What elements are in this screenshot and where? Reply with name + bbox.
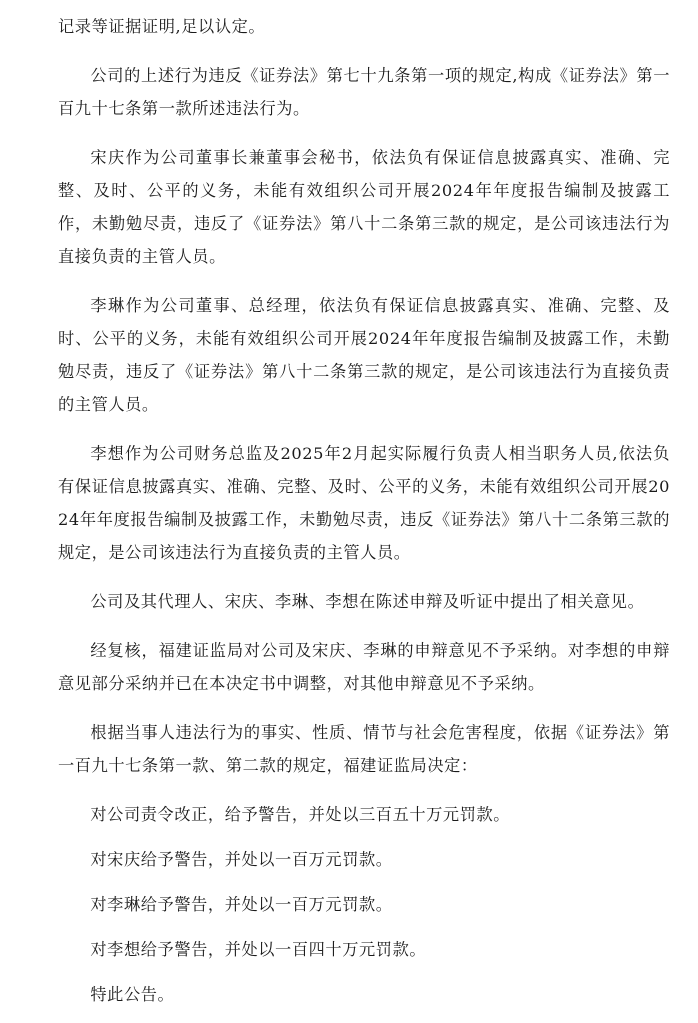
decision-company-penalty: 对公司责令改正，给予警告，并处以三百五十万元罚款。	[90, 805, 511, 824]
paragraph-defense-statements: 公司及其代理人、宋庆、李琳、李想在陈述申辩及听证中提出了相关意见。	[90, 592, 645, 611]
paragraph-violation-finding: 公司的上述行为违反《证券法》第七十九条第一项的规定,构成《证券法》第一百九十七条第一款所述违法行为。	[58, 66, 670, 118]
decision-li-xiang-penalty: 对李想给予警告，并处以一百四十万元罚款。	[90, 940, 427, 959]
paragraph-review-result: 经复核，福建证监局对公司及宋庆、李琳的申辩意见不予采纳。对李想的申辩意见部分采纳并已在本决定书中调整，对其他申辩意见不予采纳。	[58, 641, 670, 693]
paragraph-decision-basis: 根据当事人违法行为的事实、性质、情节与社会危害程度，依据《证券法》第一百九十七条第一款、第二款的规定，福建证监局决定：	[58, 723, 670, 775]
paragraph-li-xiang-responsibility: 李想作为公司财务总监及2025年2月起实际履行负责人相当职务人员,依法负有保证信息披露真实、准确、完整、及时、公平的义务，未能有效组织公司开展2024年年度报告编制及披露工作，未勤勉尽责，违反《证券法》第八十二条第三款的规定，是公司该违法行为直接负责的主管人员。	[58, 444, 670, 562]
paragraph-evidence-conclusion: 记录等证据证明,足以认定。	[58, 17, 266, 36]
paragraph-li-lin-responsibility: 李琳作为公司董事、总经理，依法负有保证信息披露真实、准确、完整、及时、公平的义务，未能有效组织公司开展2024年年度报告编制及披露工作，未勤勉尽责，违反了《证券法》第八十二条第三款的规定，是公司该违法行为直接负责的主管人员。	[58, 296, 670, 414]
decision-li-lin-penalty: 对李琳给予警告，并处以一百万元罚款。	[90, 895, 393, 914]
closing-statement: 特此公告。	[90, 985, 175, 1004]
decision-song-qing-penalty: 对宋庆给予警告，并处以一百万元罚款。	[90, 850, 393, 869]
paragraph-song-qing-responsibility: 宋庆作为公司董事长兼董事会秘书，依法负有保证信息披露真实、准确、完整、及时、公平的义务，未能有效组织公司开展2024年年度报告编制及披露工作，未勤勉尽责，违反了《证券法》第八十二条第三款的规定，是公司该违法行为直接负责的主管人员。	[58, 148, 670, 266]
document-page	[58, 10, 670, 1023]
